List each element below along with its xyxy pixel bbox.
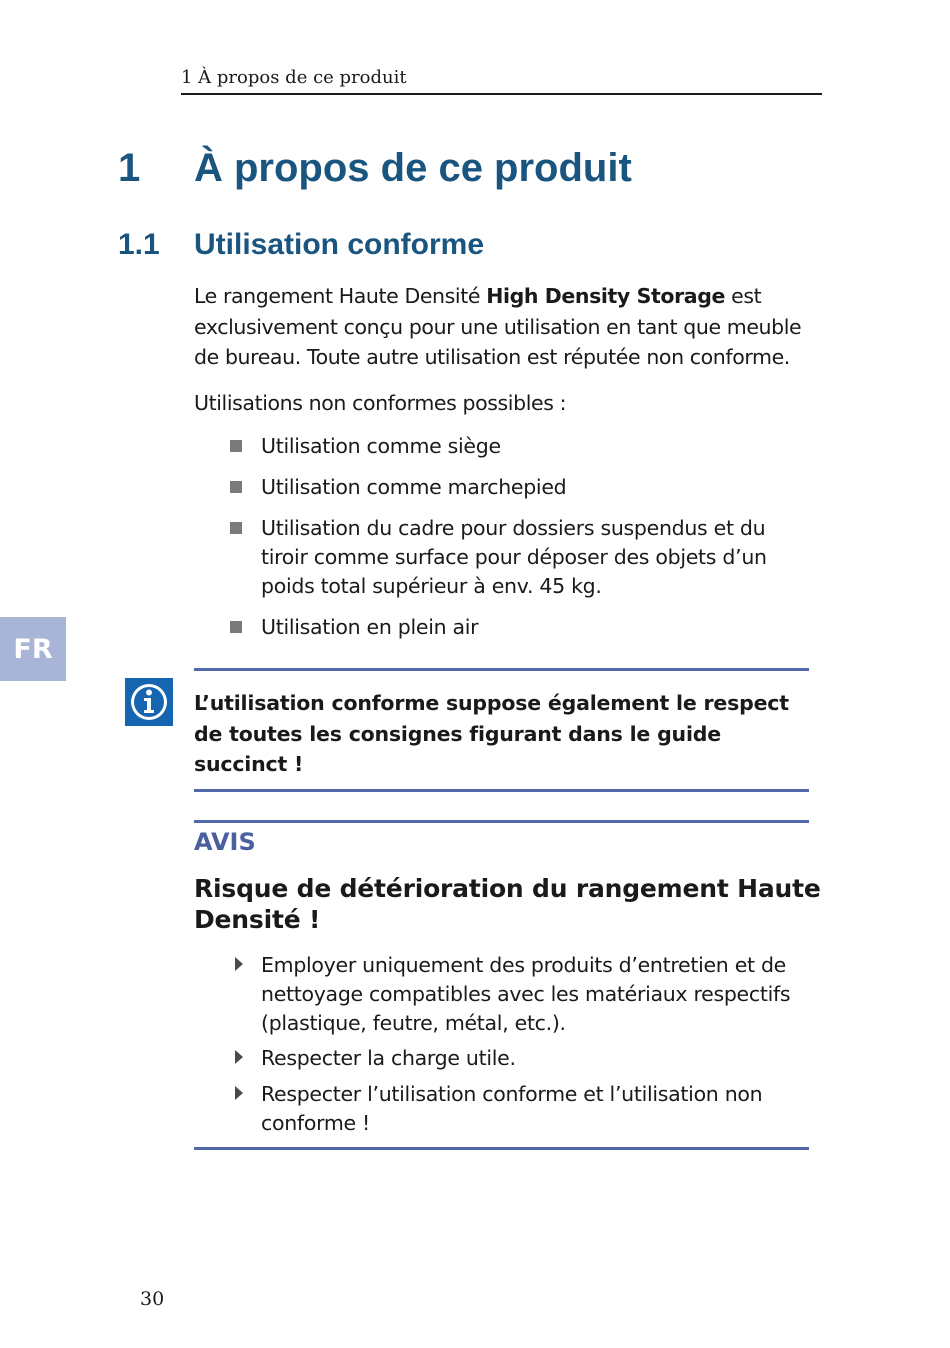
intro-text-start: Le rangement Haute Densité xyxy=(194,284,487,308)
list-item-text: Utilisation du cadre pour dossiers suspendus et du tiroir comme surface pour déposer des objets d’un poids total supérieur à env. 45 kg. xyxy=(261,516,767,598)
misuse-heading: Utilisations non conformes possibles : xyxy=(194,391,567,415)
running-header-text: 1 À propos de ce produit xyxy=(181,67,407,88)
info-icon xyxy=(125,678,173,726)
notice-top-rule xyxy=(194,820,809,823)
chapter-number: 1 xyxy=(118,146,141,190)
square-bullet-icon xyxy=(230,522,242,534)
notice-label: AVIS xyxy=(194,828,256,856)
product-name: High Density Storage xyxy=(486,284,726,308)
square-bullet-icon xyxy=(230,481,242,493)
chapter-title: À propos de ce produit xyxy=(194,146,632,190)
notice-title: Risque de détérioration du rangement Haute Densité ! xyxy=(194,874,821,934)
page-number: 30 xyxy=(140,1288,165,1310)
triangle-arrow-icon xyxy=(234,1049,244,1065)
triangle-arrow-icon xyxy=(234,956,244,972)
square-bullet-icon xyxy=(230,621,242,633)
square-bullet-icon xyxy=(230,440,242,452)
list-item-text: Utilisation en plein air xyxy=(261,615,479,639)
triangle-arrow-icon xyxy=(234,1085,244,1101)
list-item-text: Utilisation comme siège xyxy=(261,434,501,458)
language-tab: FR xyxy=(0,617,66,681)
step-text: Respecter l’utilisation conforme et l’utilisation non conforme ! xyxy=(261,1082,763,1135)
step-text: Employer uniquement des produits d’entretien et de nettoyage compatibles avec les matériaux respectifs (plastique, feutre, métal, etc.). xyxy=(261,953,791,1035)
notice-bottom-rule xyxy=(194,1147,809,1150)
info-note: L’utilisation conforme suppose également le respect de toutes les consignes figurant dans le guide succinct ! xyxy=(194,691,789,776)
running-header xyxy=(181,66,822,95)
intro-text-end: est exclusivement conçu pour une utilisation en tant que meuble de bureau. Toute autre utilisation est réputée non conforme. xyxy=(194,284,802,369)
section-title: Utilisation conforme xyxy=(194,228,485,261)
list-item-text: Utilisation comme marchepied xyxy=(261,475,567,499)
info-top-rule xyxy=(194,668,809,671)
info-bottom-rule xyxy=(194,789,809,792)
step-text: Respecter la charge utile. xyxy=(261,1046,516,1070)
section-number: 1.1 xyxy=(118,228,160,261)
intro-paragraph xyxy=(194,281,814,373)
